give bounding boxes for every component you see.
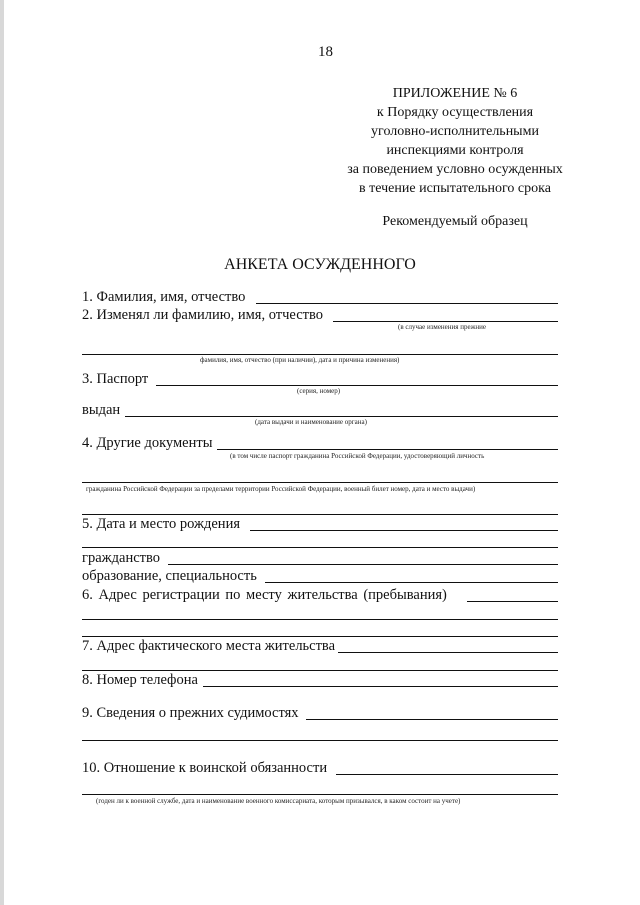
q2-field-line[interactable] [333,321,558,322]
q5-field-line[interactable] [250,530,558,531]
education-field-line[interactable] [265,582,558,583]
q5-field-line-2[interactable] [82,547,558,548]
issued-hint: (дата выдачи и наименование органа) [255,418,367,426]
q3-hint: (серия, номер) [297,387,341,395]
q2-field-line-2[interactable] [82,354,558,355]
q4-field-line-2[interactable] [82,482,558,483]
q7-field-line[interactable] [338,652,558,653]
q1-label: 1. Фамилия, имя, отчество [82,289,246,305]
q6-field-line-3[interactable] [82,636,558,637]
q6-field-line[interactable] [467,601,558,602]
q10-label: 10. Отношение к воинской обязанности [82,760,328,776]
citizenship-field-line[interactable] [168,564,558,565]
recommended-sample: Рекомендуемый образец [382,214,528,229]
appendix-line-2: уголовно-исполнительными [371,124,539,139]
q8-label: 8. Номер телефона [82,672,198,688]
q10-hint: (годен ли к военной службе, дата и наименование военного комиссариата, которым призывался, в каком состоит на учете) [96,797,461,805]
q2-hint-a: (в случае изменения прежние [398,323,487,331]
citizenship-label: гражданство [82,550,160,566]
appendix-title: ПРИЛОЖЕНИЕ № 6 [392,86,518,101]
q7-field-line-2[interactable] [82,670,558,671]
q10-field-line[interactable] [336,774,558,775]
q3-field-line[interactable] [156,385,558,386]
q4-hint-b: гражданина Российской Федерации за пределами территории Российской Федерации, военный билет номер, дата и место выдачи) [86,485,476,493]
scan-edge [0,0,4,905]
q9-field-line-2[interactable] [82,740,558,741]
issued-field-line[interactable] [125,416,558,417]
appendix-line-3: инспекциями контроля [386,143,524,158]
page-number: 18 [318,44,333,60]
q4-hint-a: (в том числе паспорт гражданина Российской Федерации, удостоверяющий личность [230,452,485,460]
q4-label: 4. Другие документы [82,435,213,451]
q1-field-line[interactable] [256,303,558,304]
q2-label: 2. Изменял ли фамилию, имя, отчество [82,307,323,323]
q9-label: 9. Сведения о прежних судимостях [82,705,299,721]
q10-field-line-2[interactable] [82,794,558,795]
q9-field-line[interactable] [306,719,558,720]
q4-field-line-3[interactable] [82,514,558,515]
q6-label: 6. Адрес регистрации по месту жительства (пребывания) [82,587,447,603]
q8-field-line[interactable] [203,686,558,687]
q7-label: 7. Адрес фактического места жительства [82,638,336,654]
q4-field-line[interactable] [217,449,558,450]
q2-hint-b: фамилия, имя, отчество (при наличии), дата и причина изменения) [200,356,400,364]
q3-label: 3. Паспорт [82,371,149,387]
appendix-line-1: к Порядку осуществления [376,105,534,120]
q6-field-line-2[interactable] [82,619,558,620]
q5-label: 5. Дата и место рождения [82,516,240,532]
education-label: образование, специальность [82,568,257,584]
appendix-line-4: за поведением условно осужденных [347,162,563,177]
appendix-line-5: в течение испытательного срока [359,181,551,196]
form-title: АНКЕТА ОСУЖДЕННОГО [224,256,416,273]
issued-label: выдан [82,402,121,418]
